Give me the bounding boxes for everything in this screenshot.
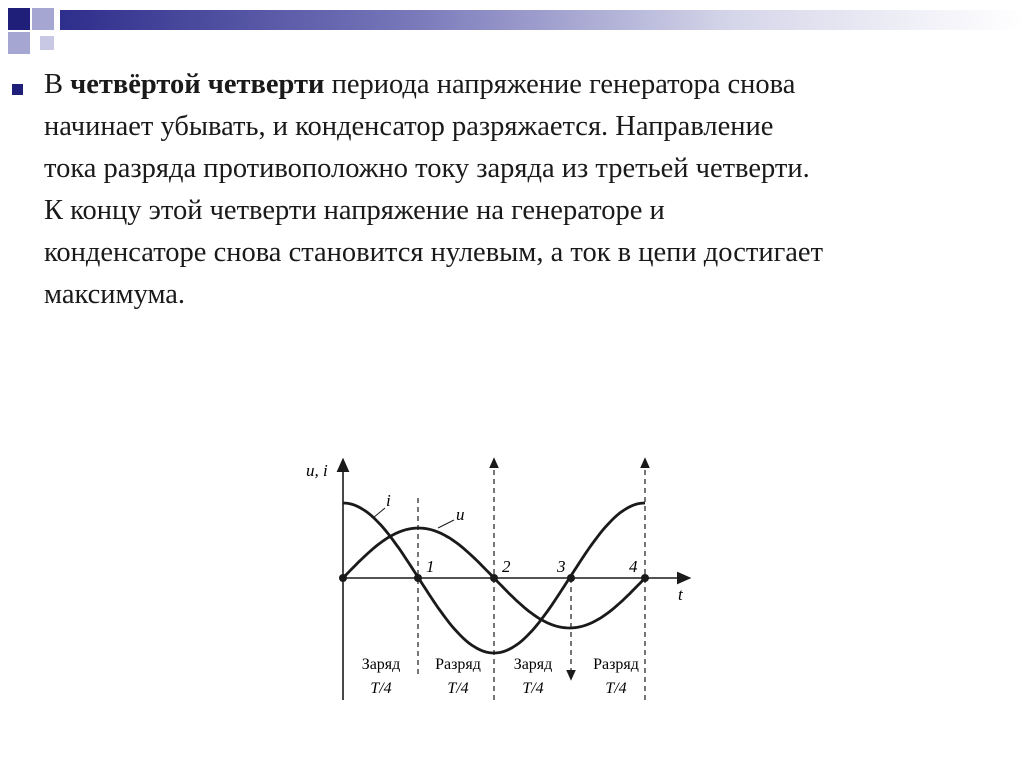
point-label-1: 1 [426,557,435,576]
deco-square-2 [32,8,54,30]
deco-square-1 [8,8,30,30]
point-2 [490,574,498,582]
oscillation-diagram [290,450,710,710]
phase-name-3: Заряд [513,656,553,673]
text-line-4: К концу этой четверти напряжение на генераторе и [44,195,665,226]
phase-duration-3: T/4 [522,680,544,697]
phase-duration-1: T/4 [370,680,392,697]
point-label-3: 3 [557,557,566,576]
current-label-leader [373,508,385,518]
phase-name-1: Заряд [361,656,401,673]
text-line-5: конденсаторе снова становится нулевым, а ток в цепи достигает [44,237,824,268]
phase-duration-2: T/4 [447,680,469,697]
x-axis-label: t [678,585,683,604]
bullet-icon [12,84,23,95]
point-3 [567,574,575,582]
text-line-1: В четвёртой четверти периода напряжение генератора снова [44,69,796,100]
phase-name-4: Разряд [593,656,639,673]
phase-duration-4: T/4 [605,680,627,697]
point-1 [414,574,422,582]
deco-square-3 [8,32,30,54]
text-line-2: начинает убывать, и конденсатор разряжается. Направление [44,111,774,142]
y-axis-label: u, i [306,461,328,480]
voltage-label-leader [438,520,454,528]
point-label-4: 4 [629,557,638,576]
bold-phrase: четвёртой четверти [70,69,325,100]
phase-name-2: Разряд [435,656,481,673]
origin-point [339,574,347,582]
voltage-curve-label: u [456,505,465,524]
point-label-2: 2 [502,557,511,576]
text-line-6: максимума. [44,279,186,310]
point-4 [641,574,649,582]
text-line-3: тока разряда противоположно току заряда из третьей четверти. [44,153,810,184]
body-text [44,64,1004,316]
deco-square-4 [40,36,54,50]
current-curve-label: i [386,491,391,510]
title-bar-gradient [60,10,1024,30]
